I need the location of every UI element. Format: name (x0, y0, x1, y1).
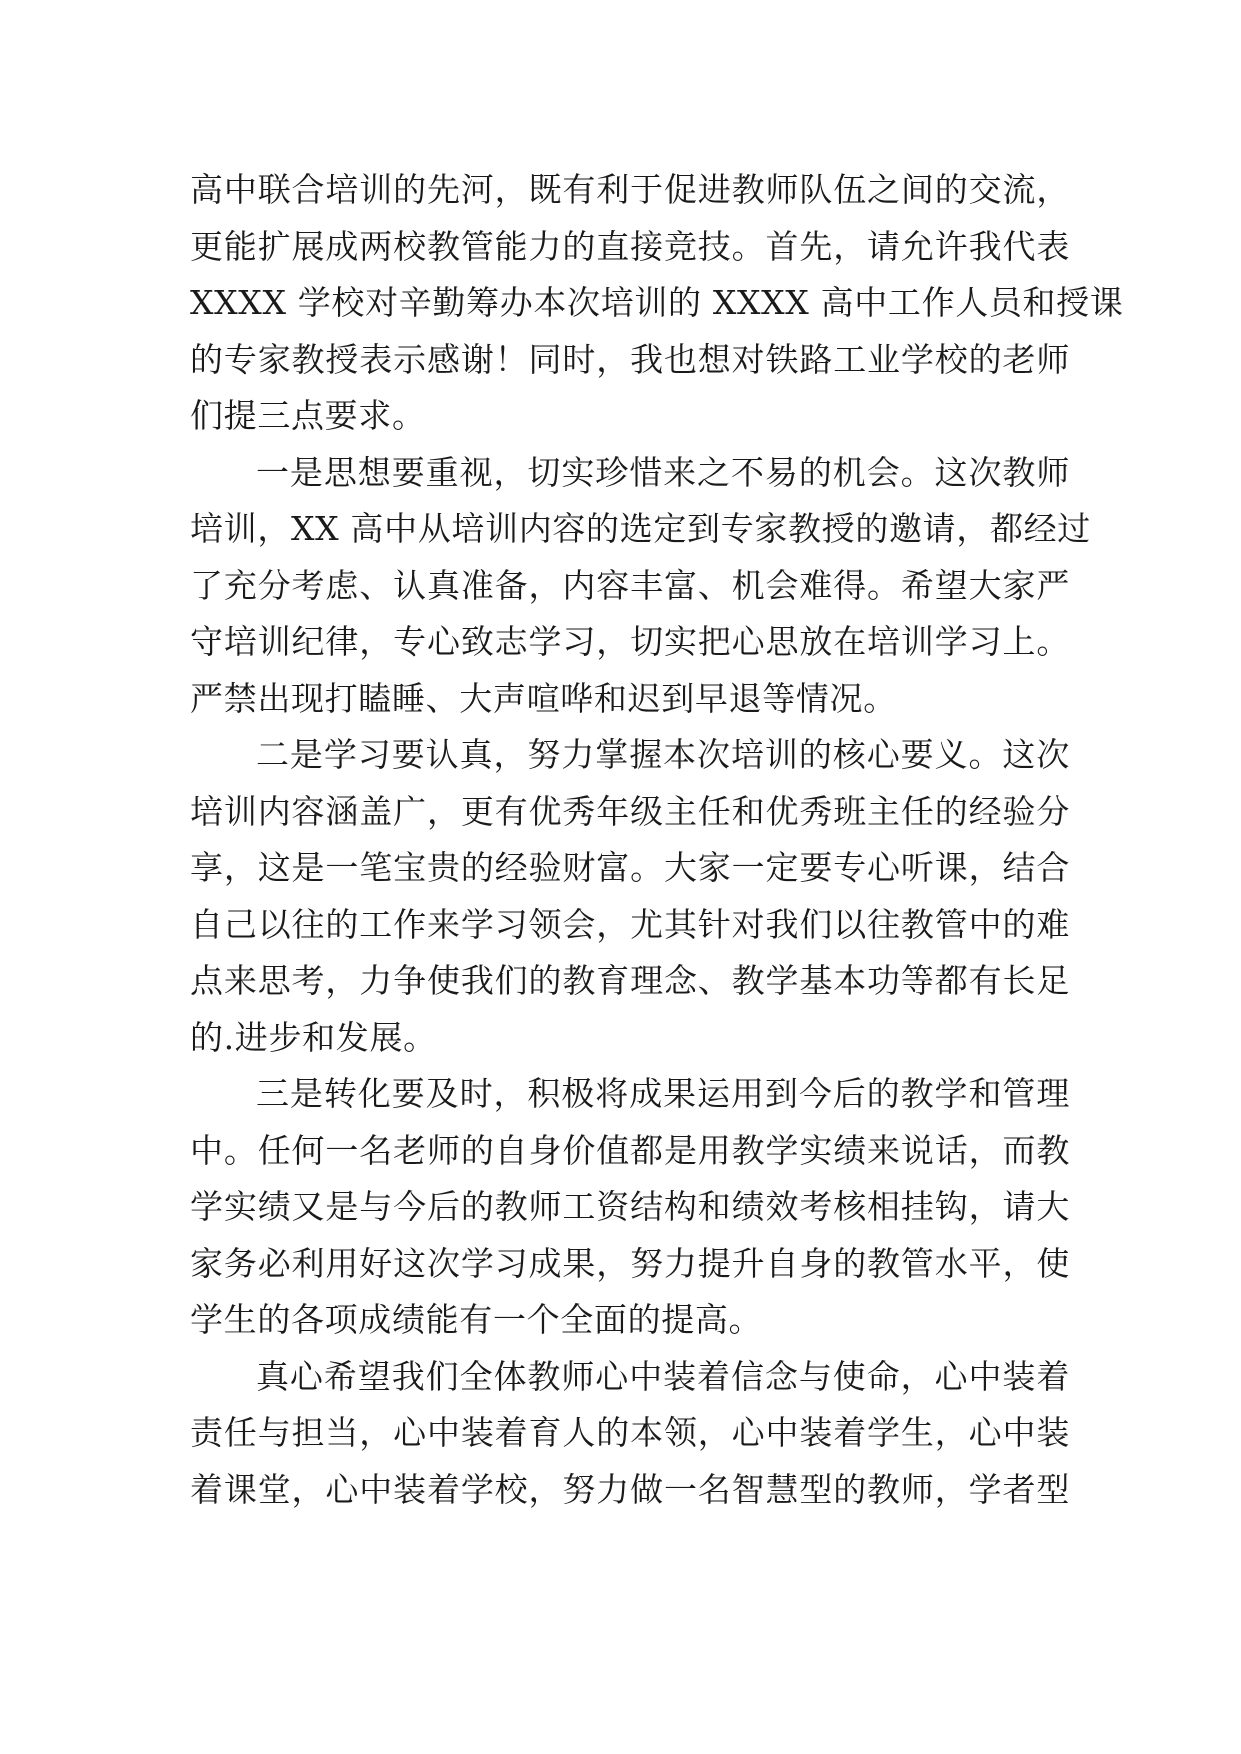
text-line: 一是思想要重视，切实珍惜来之不易的机会。这次教师 (256, 452, 1070, 492)
text-line: 更能扩展成两校教管能力的直接竞技。首先，请允许我代表 (190, 226, 1070, 266)
body-text (190, 162, 1124, 1518)
text-line: 学实绩又是与今后的教师工资结构和绩效考核相挂钩，请大 (190, 1187, 1070, 1226)
text-line: 责任与担当，心中装着育人的本领，心中装着学生，心中装 (190, 1413, 1070, 1452)
text-line: 培训内容涵盖广，更有优秀年级主任和优秀班主任的经验分 (190, 791, 1070, 831)
text-line: 守培训纪律，专心致志学习，切实把心思放在培训学习上。 (190, 622, 1070, 661)
text-line: 严禁出现打瞌睡、大声喧哗和迟到早退等情况。 (190, 678, 897, 718)
text-line: 自己以往的工作来学习领会，尤其针对我们以往教管中的难 (190, 904, 1070, 944)
text-line: 培训，XX 高中从培训内容的选定到专家教授的邀请，都经过 (190, 509, 1091, 548)
paragraph (190, 162, 1124, 445)
text-line: 的专家教授表示感谢！同时，我也想对铁路工业学校的老师 (190, 339, 1070, 379)
text-line: 家务必利用好这次学习成果，努力提升自身的教管水平，使 (190, 1243, 1070, 1283)
text-line: 着课堂，心中装着学校，努力做一名智慧型的教师，学者型 (190, 1469, 1070, 1509)
paragraph (190, 727, 1070, 1066)
text-line: 真心希望我们全体教师心中装着信念与使命，心中装着 (256, 1356, 1070, 1396)
text-line: 三是转化要及时，积极将成果运用到今后的教学和管理 (256, 1074, 1070, 1113)
text-line: 二是学习要认真，努力掌握本次培训的核心要义。这次 (256, 735, 1070, 774)
text-line: 高中联合培训的先河，既有利于促进教师队伍之间的交流， (190, 170, 1070, 209)
text-line: 们提三点要求。 (190, 396, 426, 435)
text-line: 了充分考虑、认真准备，内容丰富、机会难得。希望大家严 (190, 565, 1070, 605)
paragraph (190, 1066, 1070, 1349)
text-line: 享，这是一笔宝贵的经验财富。大家一定要专心听课，结合 (190, 848, 1070, 887)
text-line: XXXX 学校对辛勤筹办本次培训的 XXXX 高中工作人员和授课 (190, 283, 1124, 322)
paragraph (190, 1349, 1070, 1519)
text-line: 的.进步和发展。 (190, 1017, 437, 1057)
text-line: 学生的各项成绩能有一个全面的提高。 (190, 1300, 763, 1339)
text-line: 中。任何一名老师的自身价值都是用教学实绩来说话，而教 (190, 1130, 1070, 1170)
text-line: 点来思考，力争使我们的教育理念、教学基本功等都有长足 (190, 961, 1070, 1000)
paragraph (190, 445, 1091, 728)
